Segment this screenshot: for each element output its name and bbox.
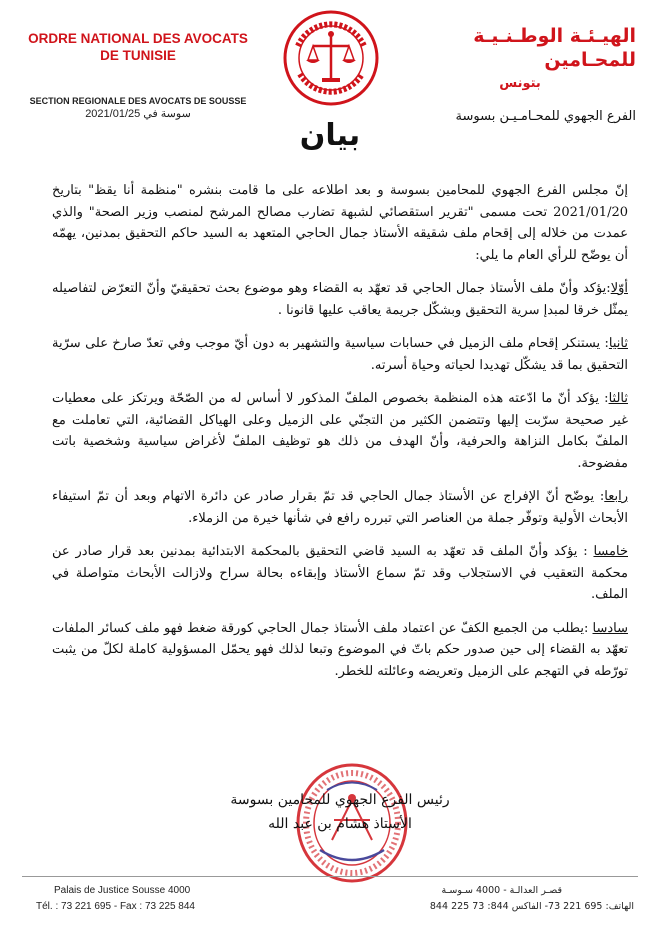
footer-address-fr: Palais de Justice Sousse 4000 <box>54 885 191 896</box>
section-name-fr: SECTION REGIONALE DES AVOCATS DE SOUSSE <box>29 96 247 106</box>
org-country-ar: بتونس <box>499 76 541 91</box>
org-name-fr-line2: DE TUNISIE <box>100 48 176 63</box>
footer-divider <box>22 876 638 877</box>
item-label: رابعا <box>604 489 628 504</box>
item-1 <box>52 278 628 321</box>
org-name-ar: الهيـئـة الوطـنـيـة للمحـامين <box>473 25 636 71</box>
header-left <box>22 30 254 120</box>
item-label: سادسا <box>592 620 628 636</box>
item-text: :يطلب من الجميع الكفّ عن اعتماد ملف الأستاذ جمال الحاجي كورقة ضغط فهو ملف كسائر الملفات تعهّد به القضاء إلى حين صدور حكم باتّ في الموضوع وتبعا لذلك فهو يحمّل المسؤولية كاملة لكلّ من يثبت تورّطه في التهجم على الزميل وتعريضه وعائلته للخطر. <box>52 620 628 679</box>
item-label: ثالثا <box>608 391 628 406</box>
statement-body <box>52 180 628 694</box>
item-4 <box>52 486 628 529</box>
item-label: أوّلا <box>610 281 628 296</box>
item-label: ثانيا <box>608 336 628 351</box>
item-text: : يؤكد وأنّ الملف قد تعهّد به السيد قاضي التحقيق بالمحكمة الابتدائية بمدنين بعد قرار صادر عن محكمة التعقيب في الاستجلاب وقد تمّ سماع الأستاذ وإبقاءه بحالة سراح ولازالت الأبحاث متواصلة في الملف. <box>52 544 628 602</box>
item-text: : يستنكر إقحام ملف الزميل في حسابات سياسية والتشهير به دون أيّ موجب وفي تعدّ صارخ على سرّية التحقيق بما قد يشكّل تهديدا لحياته وحياة أسرته. <box>52 336 628 373</box>
item-text: :يؤكد وأنّ ملف الأستاذ جمال الحاجي قد تعهّد به القضاء وهو موضوع بحث تحقيقيّ وأنّ التعرّض لتفاصيله يمثّل خرقا لمبدإ سرية التحقيق وبشكّل جريمة يعاقب عليها قانونا . <box>52 281 628 318</box>
footer-phone-fr: Tél. : 73 221 695 - Fax : 73 225 844 <box>36 901 195 912</box>
item-2 <box>52 333 628 376</box>
footer-contact-ar <box>430 883 634 915</box>
item-5 <box>52 541 628 606</box>
item-text: : يؤكد أنّ ما ادّعته هذه المنظمة بخصوص الملفّ المذكور لا أساس له من الصّحّة ويرتكز على معطيات غير صحيحة سرّبت إليها وتتضمن الكثير من التجنّي على الزميل وعلى الهياكل القضائية، التي تعاملت مع الملفّ بكامل النزاهة والحرفية، وأنّ الهدف من ذلك هو توظيف الملفّ لأغراض سياسية وشخصية باتت مفضوحة. <box>52 391 628 471</box>
document-title: بيان <box>299 118 361 153</box>
item-label: خامسا <box>593 544 628 559</box>
footer-address-ar: قصـر العدالـة - 4000 سـوسـة <box>441 885 562 896</box>
header-right <box>404 24 636 124</box>
bar-association-logo <box>280 8 382 108</box>
signature-title: رئيس الفرع الجهوي للمحامين بسوسة <box>230 792 450 808</box>
signature-name: الأستاذ هشام بن عبد الله <box>268 816 412 832</box>
signature-block <box>110 788 570 836</box>
section-name-ar: الفرع الجهوي للمحـامـيـن بسوسة <box>455 109 636 124</box>
item-text: : يوضّح أنّ الإفراج عن الأستاذ جمال الحاجي قد تمّ بقرار صادر عن دائرة الاتهام وبعد أن تمّ استيفاء الأبحاث الأولية وتوفّر جملة من العناصر التي تبرره رافع في شأنها خيرة من الزملاء. <box>52 489 628 526</box>
item-6 <box>52 618 628 683</box>
footer-phone-ar: الهاتف: 695 221 73- الفاكس 844: 73 225 844 <box>429 901 634 912</box>
document-date: سوسة في 2021/01/25 <box>85 108 191 120</box>
org-name-fr-line1: ORDRE NATIONAL DES AVOCATS <box>28 31 248 46</box>
footer-contact-fr <box>36 883 195 915</box>
item-3 <box>52 388 628 474</box>
intro-paragraph: إنّ مجلس الفرع الجهوي للمحامين بسوسة و بعد اطلاعه على ما قامت بنشره "منظمة أنا يقظ" بتاريخ 2021/01/20 تحت مسمى "تقرير استقصائي لشبهة تضارب مصالح المرشح لمنصب وزير الصحة" والذي عمدت من خلاله إلى إقحام ملف شقيقه الأستاذ جمال الحاجي المتعهد به السيد حاكم التحقيق بمدنين، يهمّه أن يوضّح للرأي العام ما يلي: <box>52 183 628 263</box>
